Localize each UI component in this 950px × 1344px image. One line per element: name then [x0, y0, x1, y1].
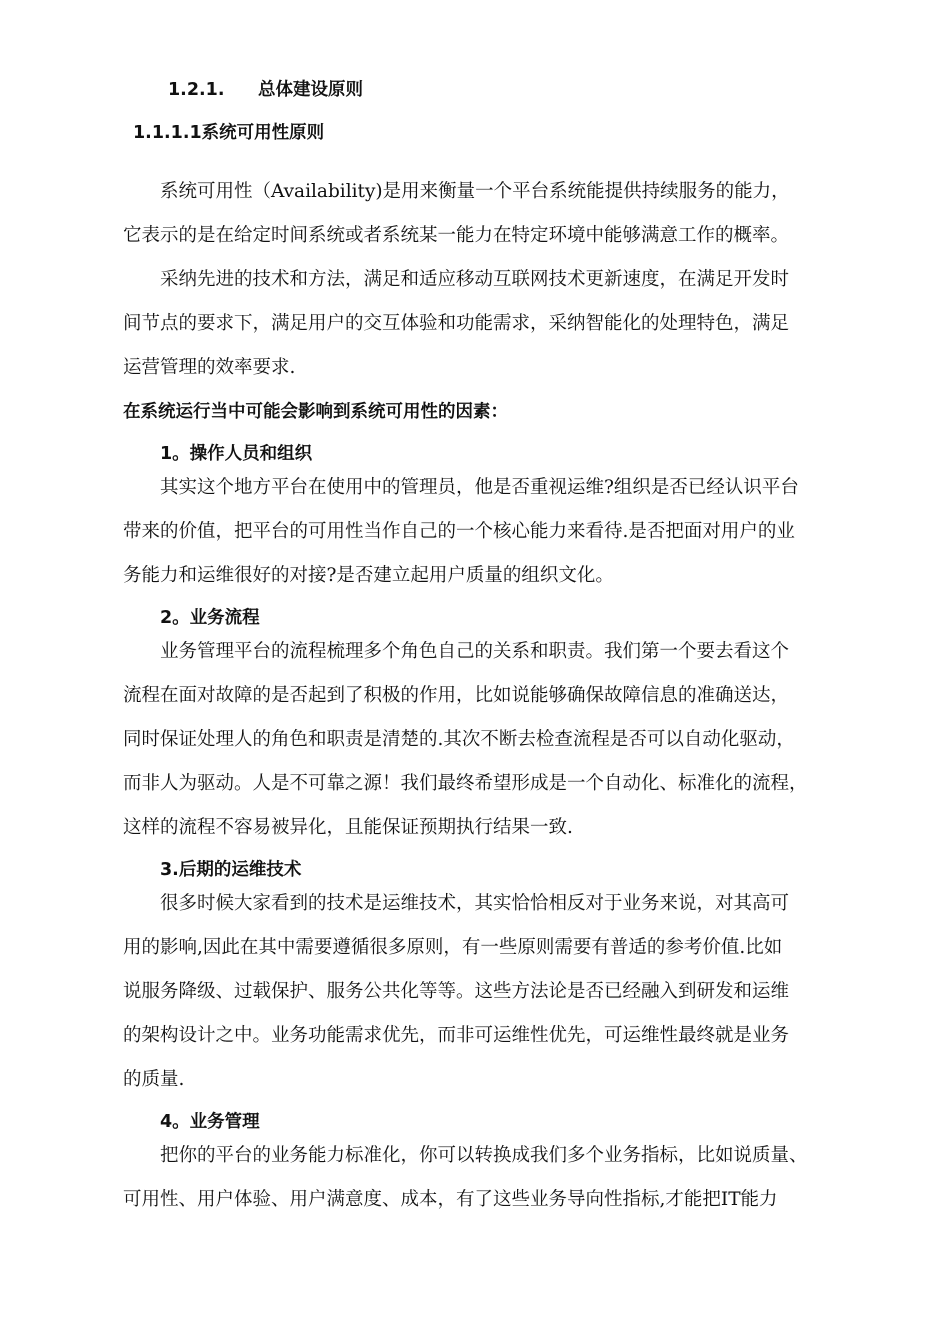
paragraph-line: 很多时候大家看到的技术是运维技术，其实恰恰相反对于业务来说，对其高可	[160, 893, 790, 914]
paragraph-line: 说服务降级、过载保护、服务公共化等等。这些方法论是否已经融入到研发和运维	[123, 981, 790, 1002]
paragraph-line: 用的影响,因此在其中需要遵循很多原则，有一些原则需要有普适的参考价值.比如	[123, 937, 783, 958]
paragraph-line: 业务管理平台的流程梳理多个角色自己的关系和职责。我们第一个要去看这个	[160, 641, 790, 662]
factor-title: 1。操作人员和组织	[160, 444, 313, 464]
paragraph-line: 同时保证处理人的角色和职责是清楚的.其次不断去检查流程是否可以自动化驱动，	[123, 729, 795, 750]
paragraph-line: 的架构设计之中。业务功能需求优先，而非可运维性优先，可运维性最终就是业务	[123, 1025, 790, 1046]
paragraph-line: 而非人为驱动。人是不可靠之源！我们最终希望形成是一个自动化、标准化的流程，	[123, 773, 808, 794]
paragraph-line: 它表示的是在给定时间系统或者系统某一能力在特定环境中能够满意工作的概率。	[123, 225, 790, 246]
paragraph-line: 这样的流程不容易被异化，且能保证预期执行结果一致.	[123, 817, 573, 838]
paragraph-line: 其实这个地方平台在使用中的管理员，他是否重视运维?组织是否已经认识平台	[160, 477, 799, 498]
section-heading	[168, 78, 363, 102]
paragraph-line: 流程在面对故障的是否起到了积极的作用，比如说能够确保故障信息的准确送达，	[123, 685, 790, 706]
heading-title: 总体建设原则	[258, 80, 363, 100]
sub-heading: 1.1.1.1系统可用性原则	[133, 123, 325, 143]
factor-title: 2。业务流程	[160, 608, 260, 628]
paragraph-line: 间节点的要求下，满足用户的交互体验和功能需求，采纳智能化的处理特色，满足	[123, 313, 790, 334]
paragraph-line: 把你的平台的业务能力标准化，你可以转换成我们多个业务指标，比如说质量、	[160, 1145, 808, 1166]
paragraph-line: 的质量.	[123, 1069, 185, 1090]
factor-title: 3.后期的运维技术	[160, 860, 302, 880]
paragraph-line: 系统可用性（Availability)是用来衡量一个平台系统能提供持续服务的能力，	[160, 181, 790, 202]
heading-number: 1.2.1.	[168, 80, 225, 100]
paragraph-line: 务能力和运维很好的对接?是否建立起用户质量的组织文化。	[123, 565, 614, 586]
paragraph-line: 带来的价值，把平台的可用性当作自己的一个核心能力来看待.是否把面对用户的业	[123, 521, 795, 542]
paragraph-line: 运营管理的效率要求.	[123, 357, 296, 378]
factor-title: 4。业务管理	[160, 1112, 260, 1132]
paragraph-line: 采纳先进的技术和方法，满足和适应移动互联网技术更新速度，在满足开发时	[160, 269, 790, 290]
factors-heading: 在系统运行当中可能会影响到系统可用性的因素：	[123, 402, 508, 422]
paragraph-line: 可用性、用户体验、用户满意度、成本，有了这些业务导向性指标,才能把IT能力	[123, 1189, 778, 1210]
